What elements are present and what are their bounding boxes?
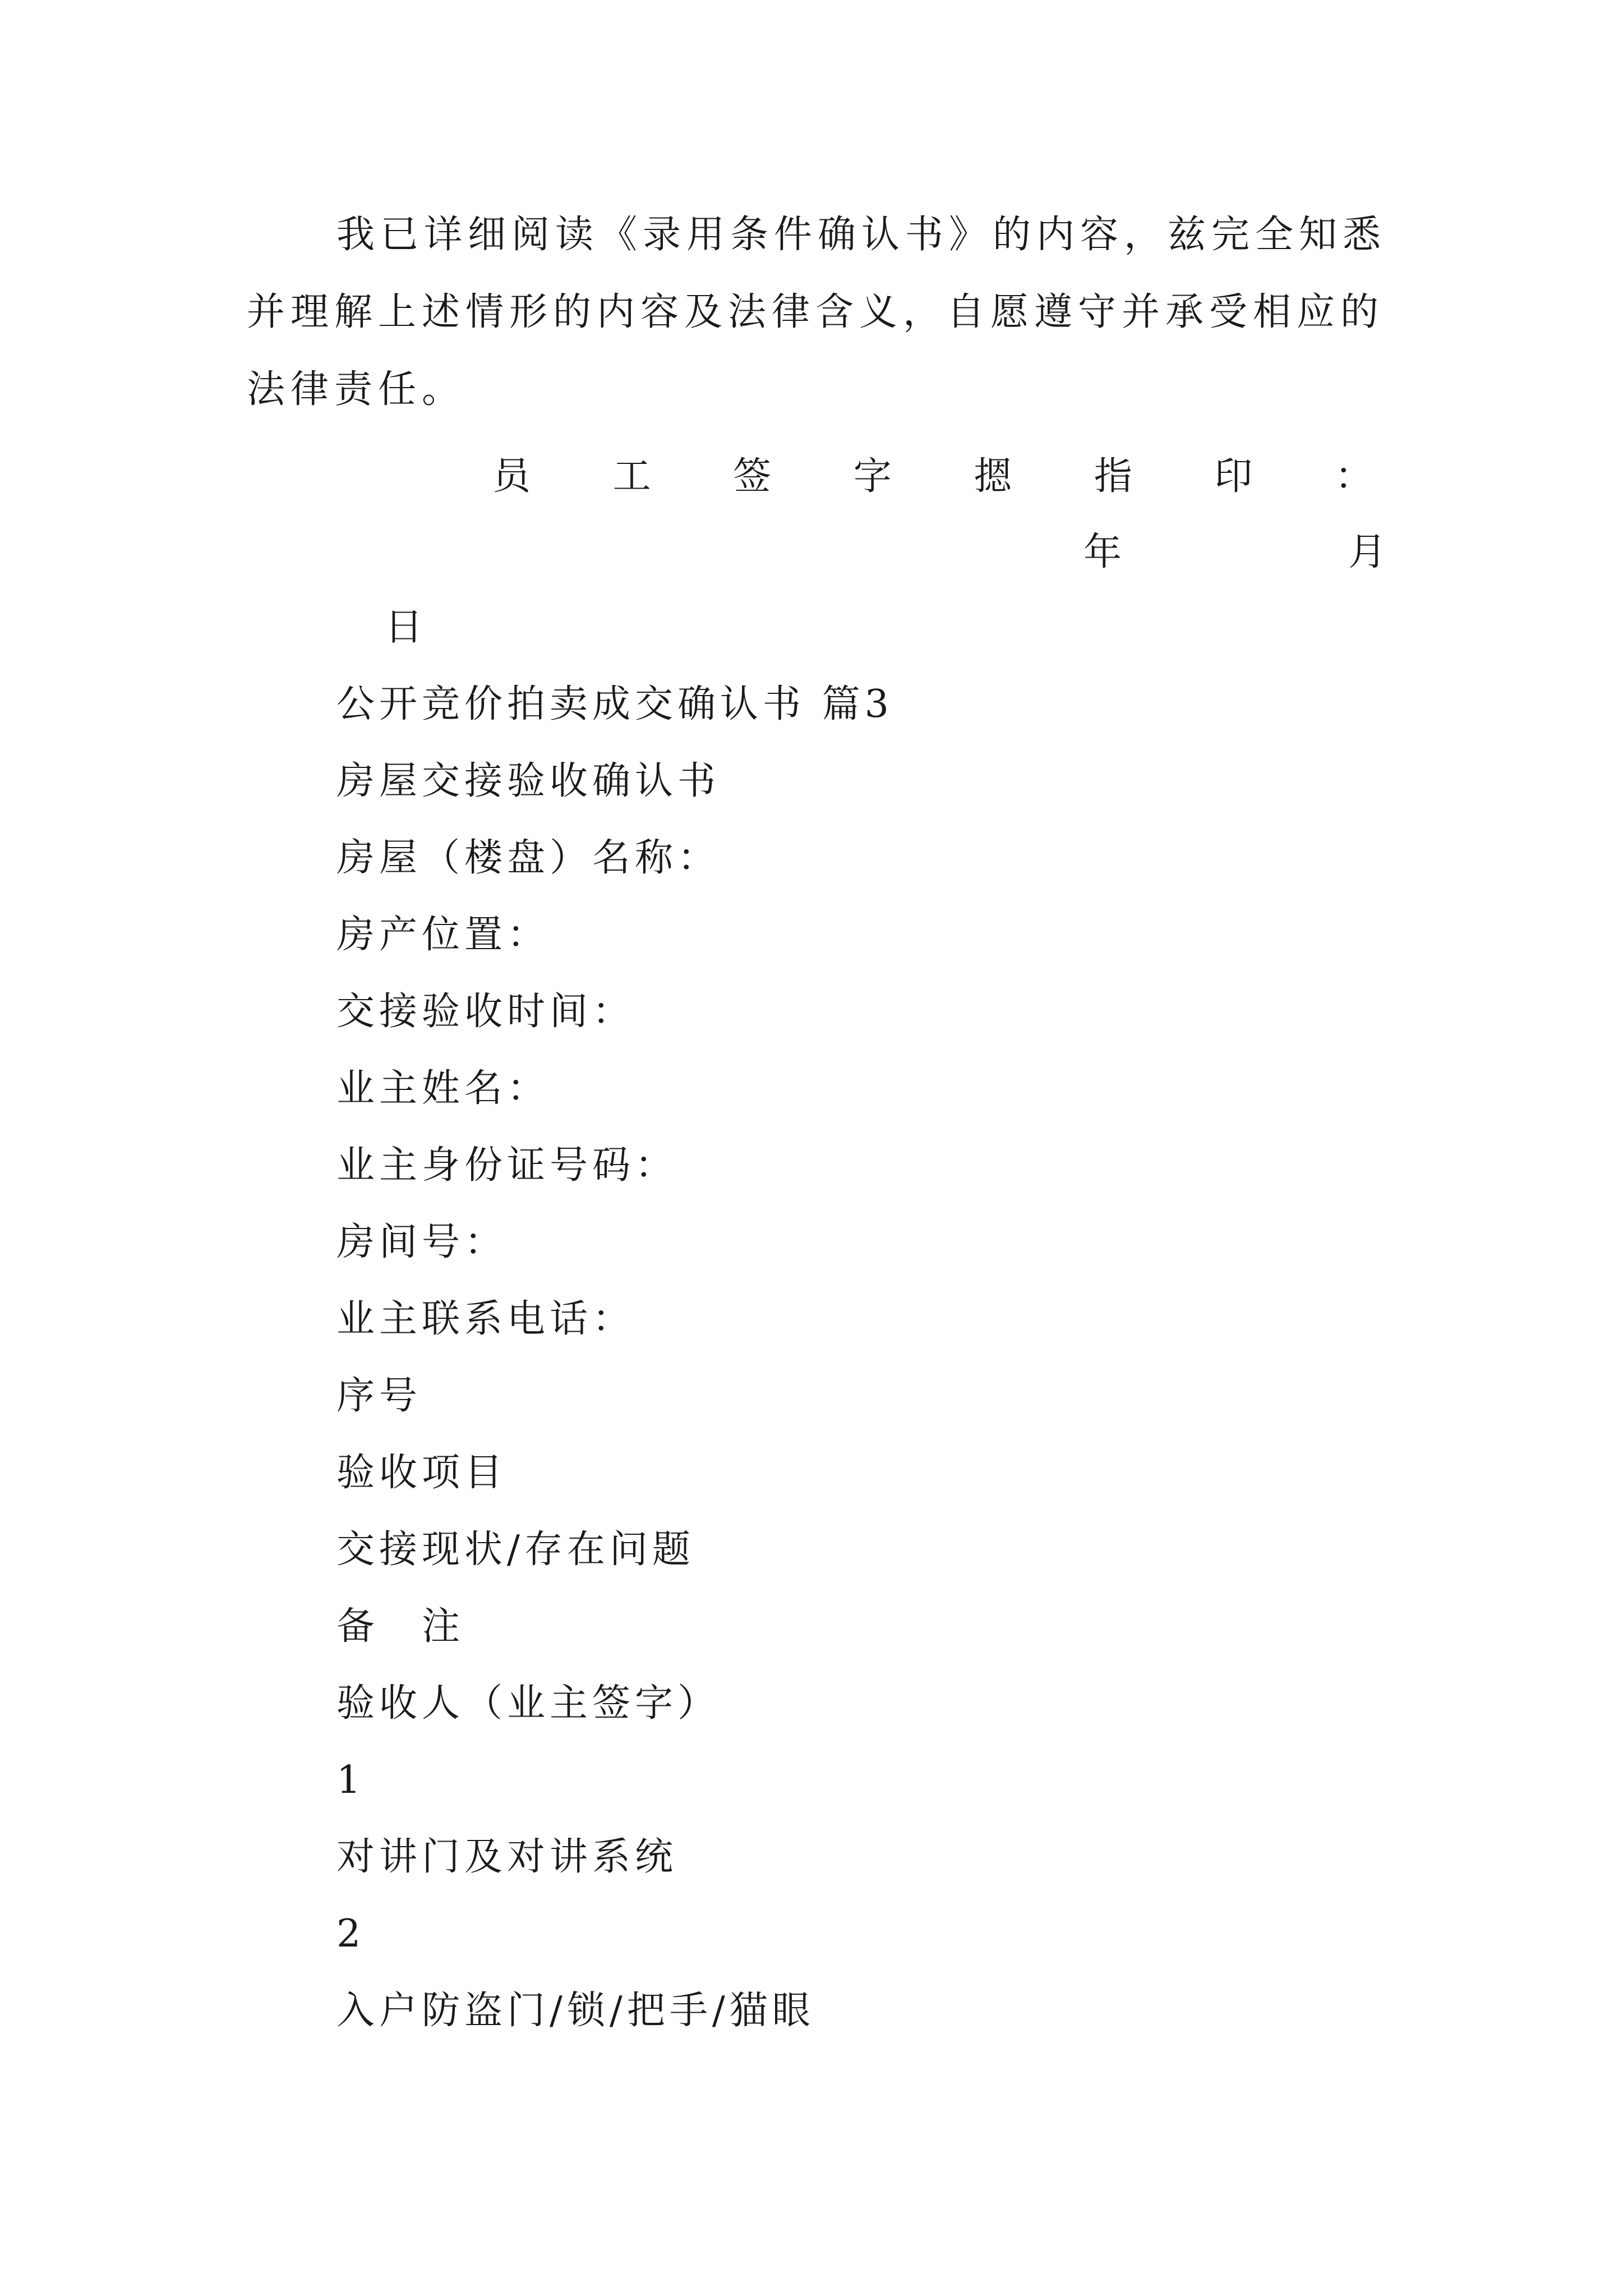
field-owner-phone: 业主联系电话： <box>336 1297 635 1341</box>
field-property-location: 房产位置： <box>336 913 550 957</box>
signature-char: 指 <box>1094 454 1132 499</box>
table-header-remarks: 备 注 <box>336 1604 465 1649</box>
table-header-status: 交接现状/存在问题 <box>336 1527 695 1572</box>
field-handover-time: 交接验收时间： <box>336 990 635 1034</box>
table-row-item: 对讲门及对讲系统 <box>336 1835 678 1879</box>
intro-paragraph: 我已详细阅读《录用条件确认书》的内容，兹完全知悉并理解上述情形的内容及法律含义，自愿遵守并承受相应的法律责任。 <box>247 213 1387 412</box>
field-owner-name: 业主姓名： <box>336 1066 550 1111</box>
table-header-inspector: 验收人（业主签字） <box>336 1681 721 1726</box>
field-room-number: 房间号： <box>336 1220 508 1264</box>
field-property-name: 房屋（楼盘）名称： <box>336 836 721 880</box>
signature-char: 签 <box>733 454 772 499</box>
signature-char: ： <box>1334 454 1373 499</box>
document-title: 房屋交接验收确认书 <box>336 759 721 803</box>
table-row-serial: 2 <box>336 1912 366 1956</box>
employee-signature-line <box>492 452 1373 502</box>
table-row-item: 入户防盗门/锁/把手/猫眼 <box>336 1989 815 2033</box>
date-month-label: 月 <box>1348 530 1386 574</box>
table-header-serial: 序号 <box>336 1374 422 1418</box>
signature-char: 摁 <box>974 454 1012 499</box>
signature-char: 字 <box>853 454 892 499</box>
date-day-label: 日 <box>385 605 428 650</box>
signature-char: 工 <box>612 454 651 499</box>
signature-char: 员 <box>492 454 531 499</box>
signature-char: 印 <box>1214 454 1253 499</box>
field-owner-id-number: 业主身份证号码： <box>336 1143 678 1188</box>
date-line <box>1083 527 1386 578</box>
table-header-item: 验收项目 <box>336 1451 508 1495</box>
section-title: 公开竞价拍卖成交确认书 篇3 <box>336 682 893 726</box>
date-year-label: 年 <box>1083 530 1122 574</box>
table-row-serial: 1 <box>336 1758 366 1802</box>
